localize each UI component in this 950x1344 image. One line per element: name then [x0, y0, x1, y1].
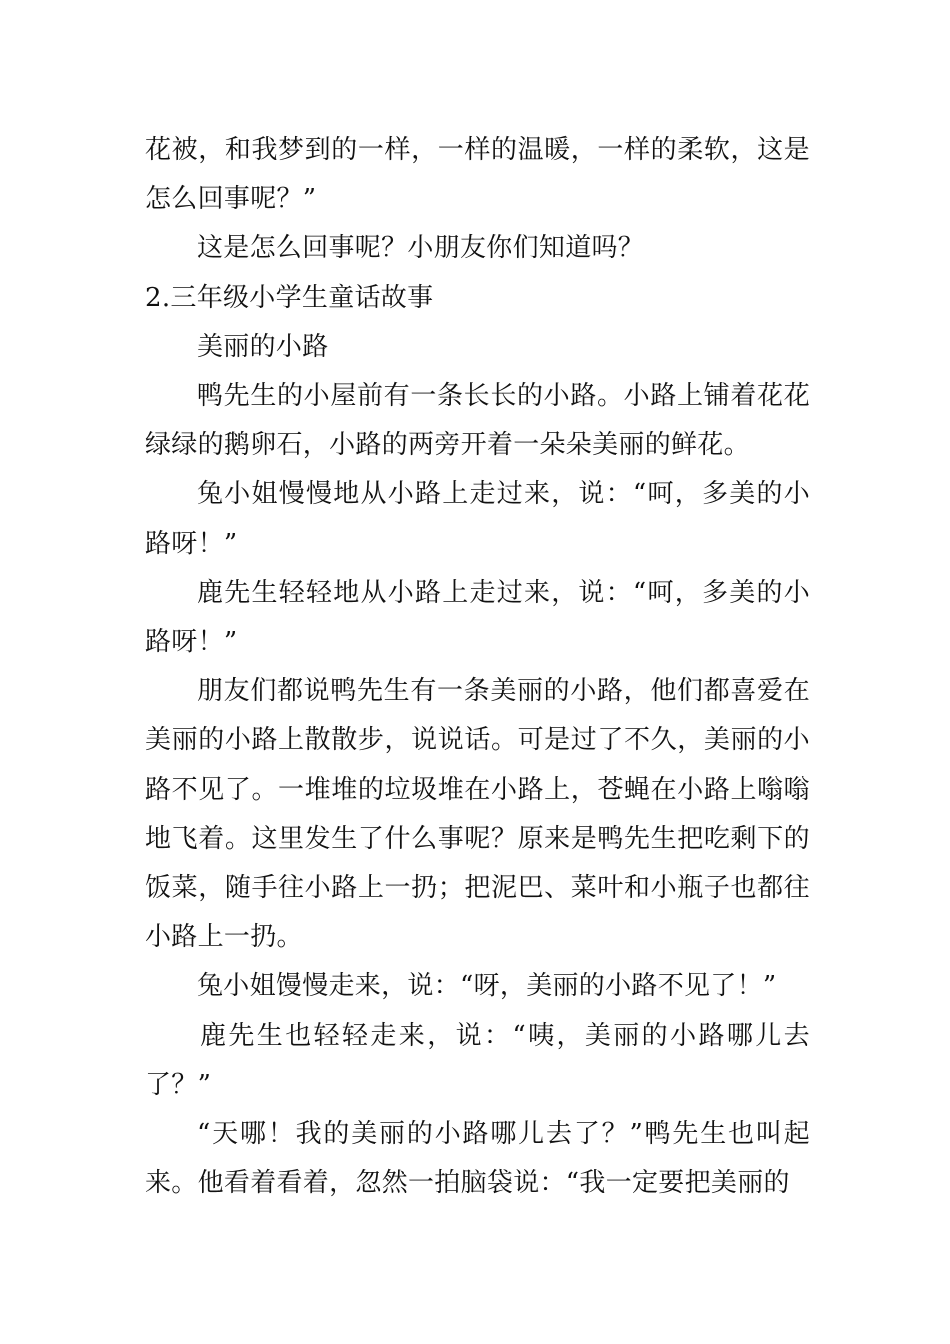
- paragraph: 鸭先生的小屋前有一条长长的小路。小路上铺着花花绿绿的鹅卵石，小路的两旁开着一朵朵美丽的鲜花。: [145, 381, 810, 461]
- story-title: 美丽的小路: [197, 331, 329, 362]
- paragraph: 鹿先生也轻轻走来，说：“咦，美丽的小路哪儿去了？”: [145, 1020, 810, 1100]
- paragraph-question: 这是怎么回事呢？小朋友你们知道吗？: [197, 233, 645, 264]
- paragraph: “天哪！我的美丽的小路哪儿去了？”鸭先生也叫起来。他看着看着，忽然一拍脑袋说：“我一定要把美丽的: [145, 1119, 810, 1199]
- paragraph: 兔小姐慢慢地从小路上走过来，说：“呵，多美的小路呀！”: [145, 479, 810, 559]
- paragraph: 鹿先生轻轻地从小路上走过来，说：“呵，多美的小路呀！”: [145, 577, 810, 658]
- paragraph: 兔小姐馒慢走来，说：“呀，美丽的小路不见了！”: [197, 971, 777, 1002]
- section-heading: 2.三年级小学生童话故事: [145, 282, 434, 313]
- document-body: [145, 126, 810, 1208]
- paragraph-continuation: 花被，和我梦到的一样，一样的温暖，一样的柔软，这是怎么回事呢？”: [145, 135, 810, 215]
- paragraph: 朋友们都说鸭先生有一条美丽的小路，他们都喜爱在美丽的小路上散散步，说说话。可是过了不久，美丽的小路不见了。一堆堆的垃圾堆在小路上，苍蝇在小路上嗡嗡地飞着。这里发生了什么事呢？原来是鸭先生把吃剩下的饭菜，随手往小路上一扔；把泥巴、菜叶和小瓶子也都往小路上一扔。: [145, 676, 810, 953]
